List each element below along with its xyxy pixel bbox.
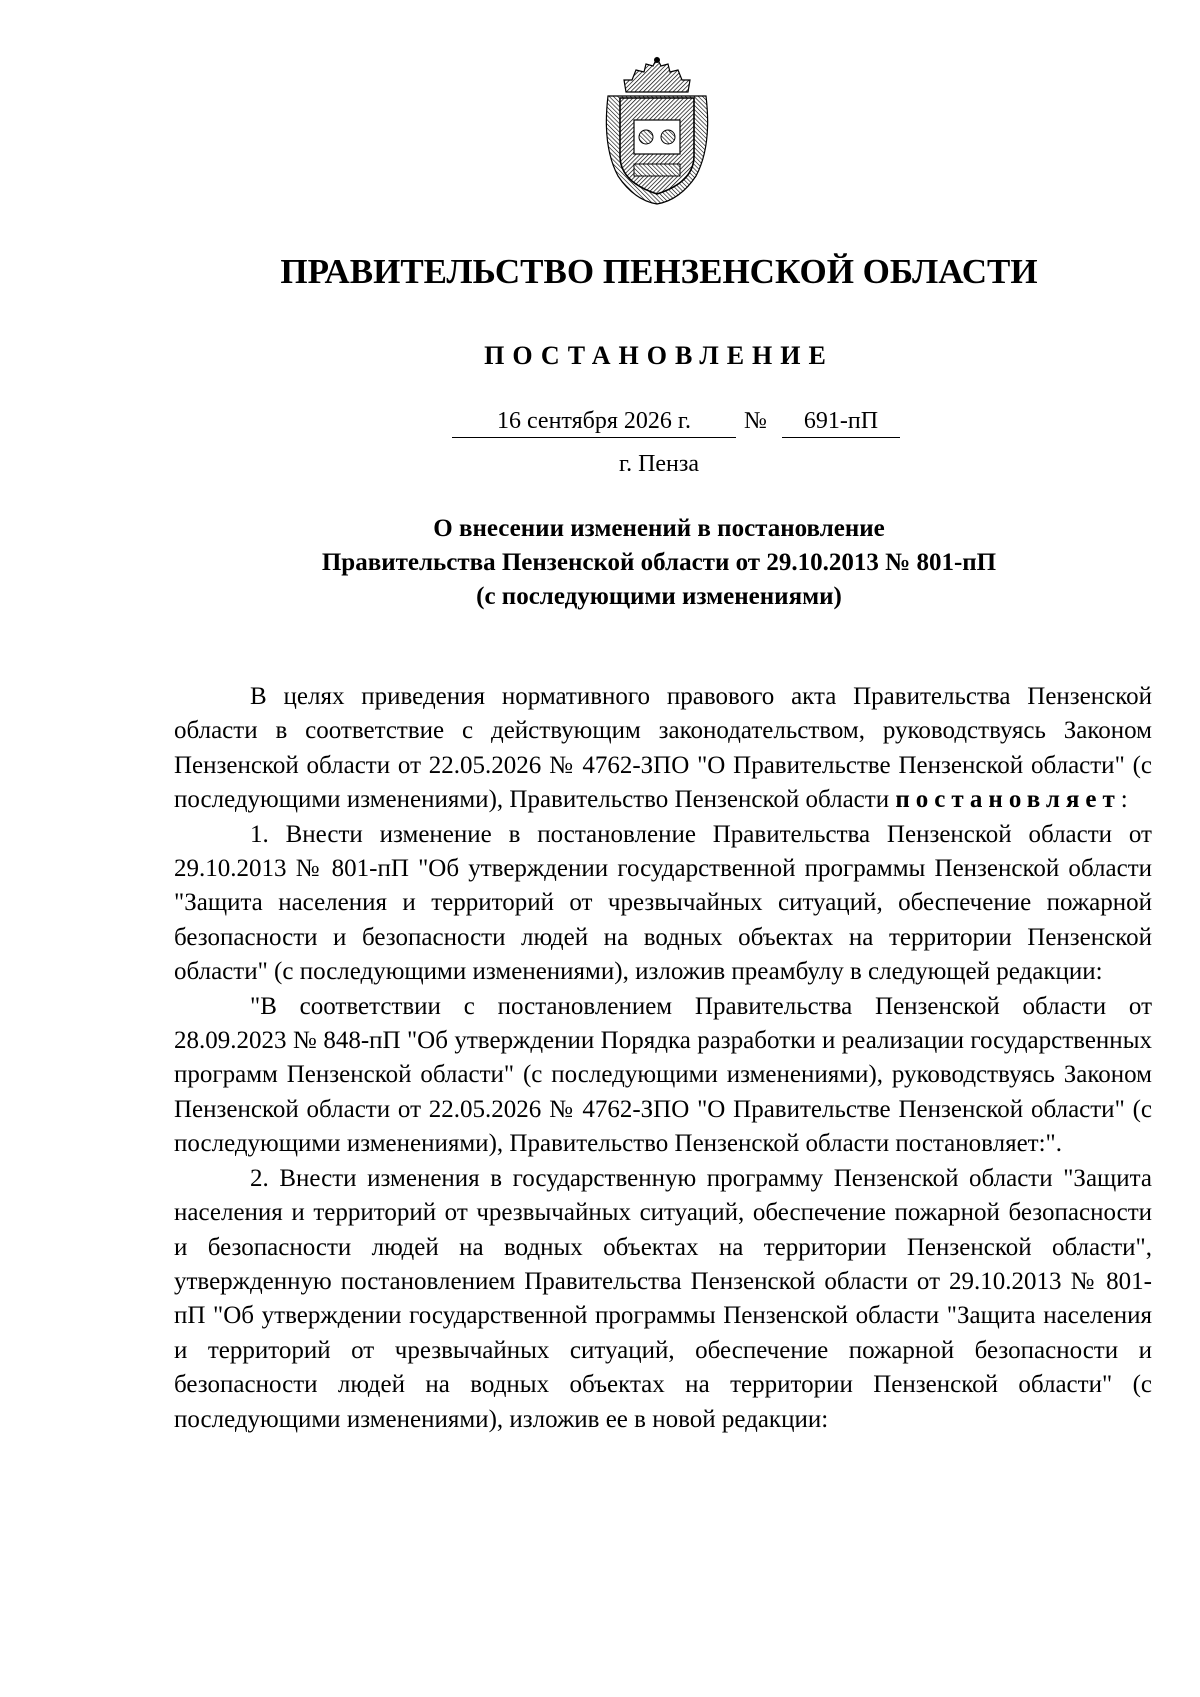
document-number: 691-пП bbox=[782, 405, 900, 438]
date-number-line bbox=[0, 405, 1200, 445]
subject-line-1: О внесении изменений в постановление bbox=[433, 515, 885, 542]
item-2-paragraph: 2. Внести изменения в государственную программу Пензенской области "Защита населения и территорий от чрезвычайных ситуаций, обеспечение пожарной безопасности и безопасности людей на водных объектах на территории Пензенской области", утвержденную постановлением Правительства Пензенской области от 29.10.2013 № 801-пП "Об утверждении государственной программы Пензенской области "Защита населения и территорий от чрезвычайных ситуаций, обеспечение пожарной безопасности и безопасности людей на водных объектах на территории Пензенской области" (с последующими изменениями), изложив ее в новой редакции: bbox=[174, 1164, 1152, 1433]
document-body bbox=[174, 680, 1152, 1437]
document-type: ПОСТАНОВЛЕНИЕ bbox=[484, 341, 834, 370]
city: г. Пенза bbox=[618, 451, 700, 477]
preamble-verb: постановляет bbox=[895, 786, 1121, 814]
subject-line-2: Правительства Пензенской области от 29.10.2013 № 801-пП bbox=[321, 549, 997, 576]
preamble-end: : bbox=[1120, 786, 1128, 814]
document-date: 16 сентября 2026 г. bbox=[452, 405, 736, 438]
preamble-text: В целях приведения нормативного правового акта Правительства Пензенской области в соответствие с действующим законодательством, руководствуясь Законом Пензенской области от 22.05.2026 № 4762-ЗПО "О Правительстве Пензенской области" (с последующими изменениями), Правительство Пензенской области bbox=[174, 683, 1152, 814]
subject-line-3: (с последующими изменениями) bbox=[476, 583, 842, 610]
government-title: ПРАВИТЕЛЬСТВО ПЕНЗЕНСКОЙ ОБЛАСТИ bbox=[280, 252, 1038, 291]
coat-of-arms-icon bbox=[598, 56, 716, 206]
item-1-quote-paragraph: "В соответствии с постановлением Правительства Пензенской области от 28.09.2023 № 848-пП "Об утверждении Порядка разработки и реализации государственных программ Пензенской области" (с последующими изменениями), руководствуясь Законом Пензенской области от 22.05.2026 № 4762-ЗПО "О Правительстве Пензенской области" (с последующими изменениями), Правительство Пензенской области постановляет:". bbox=[174, 992, 1152, 1158]
document-subject bbox=[0, 512, 1200, 614]
number-sign: № bbox=[744, 408, 767, 434]
item-1-paragraph: 1. Внести изменение в постановление Правительства Пензенской области от 29.10.2013 № 801-пП "Об утверждении государственной программы Пензенской области "Защита населения и территорий от чрезвычайных ситуаций, обеспечение пожарной безопасности и безопасности людей на водных объектах на территории Пензенской области" (с последующими изменениями), изложив преамбулу в следующей редакции: bbox=[174, 820, 1152, 986]
preamble-paragraph bbox=[174, 680, 1152, 818]
